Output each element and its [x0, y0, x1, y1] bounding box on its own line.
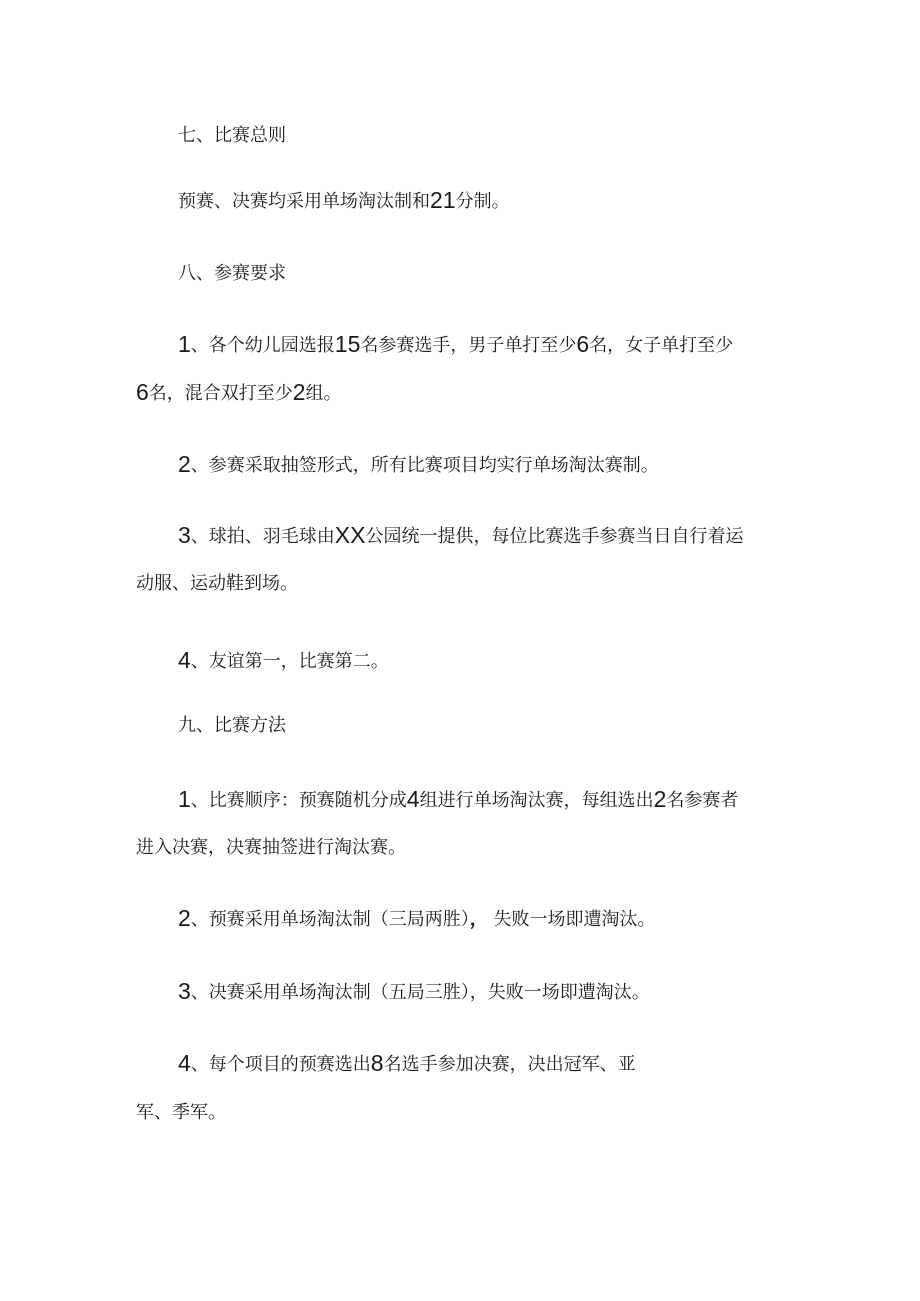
- number: 8: [370, 1050, 384, 1076]
- paragraph-8-3-cont: [136, 572, 298, 596]
- paragraph-7-1: [178, 188, 510, 214]
- text: 组。: [305, 383, 342, 404]
- text: 名，女子单打至少: [589, 335, 734, 356]
- text: 分制。: [455, 191, 510, 212]
- text: ，: [469, 909, 488, 930]
- number: 2: [292, 379, 306, 405]
- text: 、友谊第一，比赛第二。: [190, 651, 389, 672]
- paragraph-8-2: [178, 452, 659, 478]
- text: 、参赛采取抽签形式，所有比赛项目均实行单场淘汰赛制。: [190, 455, 659, 476]
- heading-text: 八、参赛要求: [178, 263, 286, 284]
- text: 名参赛选手，男子单打至少: [360, 335, 577, 356]
- number: 1: [178, 786, 191, 812]
- section-heading-8: [178, 262, 286, 286]
- paragraph-9-1-cont: [136, 836, 406, 860]
- paragraph-8-4: [178, 648, 389, 674]
- number: XX: [334, 522, 366, 548]
- paragraph-9-2: [178, 906, 656, 932]
- number: 21: [430, 187, 456, 213]
- number: 4: [178, 647, 191, 673]
- number: 6: [576, 331, 590, 357]
- text: 、比赛顺序：预赛随机分成: [190, 790, 407, 811]
- text: 名选手参加决赛，决出冠军、亚: [383, 1054, 636, 1075]
- paragraph-8-1: [178, 332, 733, 358]
- section-heading-9: [178, 714, 286, 738]
- text: 名，混合双打至少: [148, 383, 293, 404]
- paragraph-9-3: [178, 979, 650, 1005]
- text: 、各个幼儿园选报: [190, 335, 335, 356]
- section-heading-7: [178, 124, 286, 148]
- text: 动服、运动鞋到场。: [136, 573, 298, 594]
- paragraph-8-1-cont: [136, 380, 342, 406]
- number: 4: [178, 1050, 191, 1076]
- text: 、每个项目的预赛选出: [190, 1054, 371, 1075]
- text: 失败一场即遭淘汰。: [487, 909, 656, 930]
- paragraph-9-4-cont: [136, 1101, 226, 1125]
- number: 1: [178, 331, 191, 357]
- text: 、球拍、羽毛球由: [190, 526, 335, 547]
- number: 6: [136, 379, 149, 405]
- text: 进入决赛，决赛抽签进行淘汰赛。: [136, 837, 406, 858]
- number: 2: [178, 905, 191, 931]
- paragraph-9-1: [178, 787, 738, 813]
- text: 名参赛者: [666, 790, 739, 811]
- paragraph-9-4: [178, 1051, 636, 1077]
- number: 4: [406, 786, 420, 812]
- number: 3: [178, 978, 191, 1004]
- paragraph-8-3: [178, 523, 743, 549]
- number: 2: [653, 786, 667, 812]
- heading-text: 九、比赛方法: [178, 715, 286, 736]
- text: 、决赛采用单场淘汰制（五局三胜），失败一场即遭淘汰。: [190, 982, 650, 1003]
- text: 公园统一提供，每位比赛选手参赛当日自行着运: [365, 526, 744, 547]
- text: 预赛、决赛均采用单场淘汰制和: [178, 191, 430, 212]
- number: 3: [178, 522, 191, 548]
- text: 、预赛采用单场淘汰制（三局两胜）: [190, 909, 470, 930]
- text: 军、季军。: [136, 1102, 226, 1123]
- number: 2: [178, 451, 191, 477]
- heading-text: 七、比赛总则: [178, 125, 286, 146]
- text: 组进行单场淘汰赛，每组选出: [419, 790, 654, 811]
- number: 15: [334, 331, 361, 357]
